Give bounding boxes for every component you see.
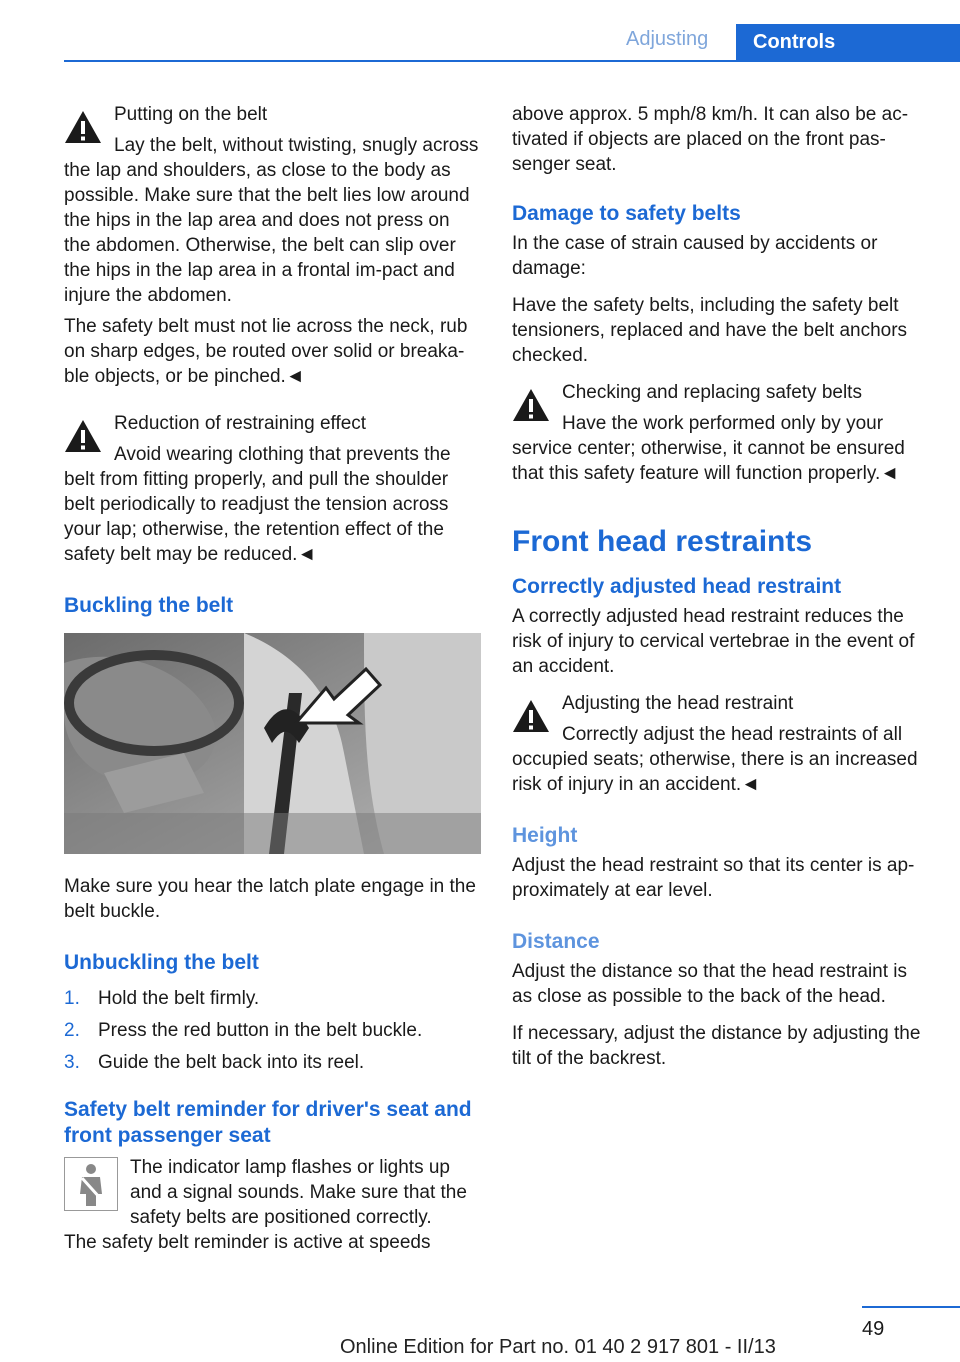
damage-text-2: Have the safety belts, including the safety belt tensioners, replaced and have the belt anchors checked.: [512, 295, 908, 366]
heading-belt-reminder: Safety belt reminder for driver's seat and front passenger seat: [64, 1098, 472, 1147]
height-text: Adjust the head restraint so that its center is ap-proximately at ear level.: [512, 855, 915, 901]
chapter-tab[interactable]: Controls: [736, 24, 960, 62]
step-text: Guide the belt back into its reel.: [98, 1052, 365, 1073]
warning-body-2: The safety belt must not lie across the neck, rub on sharp edges, be routed over solid or breaka-ble objects, or be pinched.◄: [64, 316, 468, 387]
buckling-text: Make sure you hear the latch plate engage in the belt buckle.: [64, 876, 476, 922]
warning-title: Putting on the belt: [114, 104, 268, 125]
section-tab[interactable]: Adjusting: [626, 28, 709, 50]
warning-title: Adjusting the head restraint: [562, 693, 794, 714]
warning-checking-belts: [512, 380, 929, 486]
warning-body: Have the work performed only by your service center; otherwise, it cannot be ensured that this safety feature will function properly.◄: [512, 413, 905, 484]
distance-text-1: Adjust the distance so that the head restraint is as close as possible to the back of the head.: [512, 961, 908, 1007]
step-number: 3.: [64, 1052, 80, 1073]
unbuckling-steps: [64, 986, 481, 1075]
list-item: [64, 986, 481, 1011]
list-item: [64, 1018, 481, 1043]
left-column: [64, 102, 481, 1267]
warning-restraining-effect: [64, 411, 481, 567]
warning-triangle-icon: [512, 388, 550, 422]
continued-text: above approx. 5 mph/8 km/h. It can also be ac-tivated if objects are placed on the front pas-senger seat.: [512, 104, 909, 175]
seatbelt-indicator-icon: [64, 1157, 118, 1211]
heading-damage: Damage to safety belts: [512, 202, 741, 225]
warning-body: Avoid wearing clothing that prevents the belt from fitting properly, and pull the shoulder belt periodically to readjust the tension across your lap; otherwise, the retention effect of the safety belt may be reduced.◄: [64, 444, 451, 565]
warning-title: Reduction of restraining effect: [114, 413, 367, 434]
page-number: 49: [862, 1318, 885, 1340]
page-header: [0, 0, 960, 62]
seat-belt-photo: [64, 633, 481, 854]
heading-distance: Distance: [512, 930, 600, 953]
belt-reminder-text: The indicator lamp flashes or lights up and a signal sounds. Make sure that the safety belts are positioned correctly.: [130, 1157, 467, 1228]
step-number: 1.: [64, 988, 80, 1009]
right-column: [512, 102, 929, 1083]
seat-belt-illustration: [64, 633, 481, 854]
step-text: Press the red button in the belt buckle.: [98, 1020, 423, 1041]
footer-rule: [862, 1306, 960, 1308]
heading-unbuckling: Unbuckling the belt: [64, 951, 259, 974]
footer-edition: Online Edition for Part no. 01 40 2 917 801 - II/13: [340, 1336, 776, 1358]
distance-text-2: If necessary, adjust the distance by adjusting the tilt of the backrest.: [512, 1023, 921, 1069]
correct-text: A correctly adjusted head restraint reduces the risk of injury to cervical vertebrae in the event of an accident.: [512, 606, 915, 677]
warning-triangle-icon: [64, 419, 102, 453]
warning-triangle-icon: [64, 110, 102, 144]
heading-front-head-restraints: Front head restraints: [512, 525, 813, 558]
warning-triangle-icon: [512, 699, 550, 733]
step-number: 2.: [64, 1020, 80, 1041]
warning-body: Correctly adjust the head restraints of all occupied seats; otherwise, there is an increased risk of injury in an accident.◄: [512, 724, 918, 795]
belt-reminder-block: [64, 1155, 481, 1230]
header-rule: [64, 60, 960, 62]
heading-correctly-adjusted: Correctly adjusted head restraint: [512, 575, 842, 598]
warning-putting-on-belt: [64, 102, 481, 389]
warning-title: Checking and replacing safety belts: [562, 382, 862, 403]
step-text: Hold the belt firmly.: [98, 988, 260, 1009]
heading-buckling: Buckling the belt: [64, 594, 234, 617]
damage-text-1: In the case of strain caused by accidents or damage:: [512, 233, 878, 279]
warning-body: Lay the belt, without twisting, snugly across the lap and shoulders, as close to the body as possible. Make sure that the belt lies low around the hips in the lap area and does not press on the abdomen. Otherwise, the belt can slip over the hips in the lap area in a frontal im-pact and injure the abdomen.: [64, 135, 479, 306]
warning-adjusting-head-restraint: [512, 691, 929, 797]
heading-height: Height: [512, 824, 578, 847]
list-item: [64, 1050, 481, 1075]
belt-reminder-text-2: The safety belt reminder is active at speeds: [64, 1232, 431, 1253]
